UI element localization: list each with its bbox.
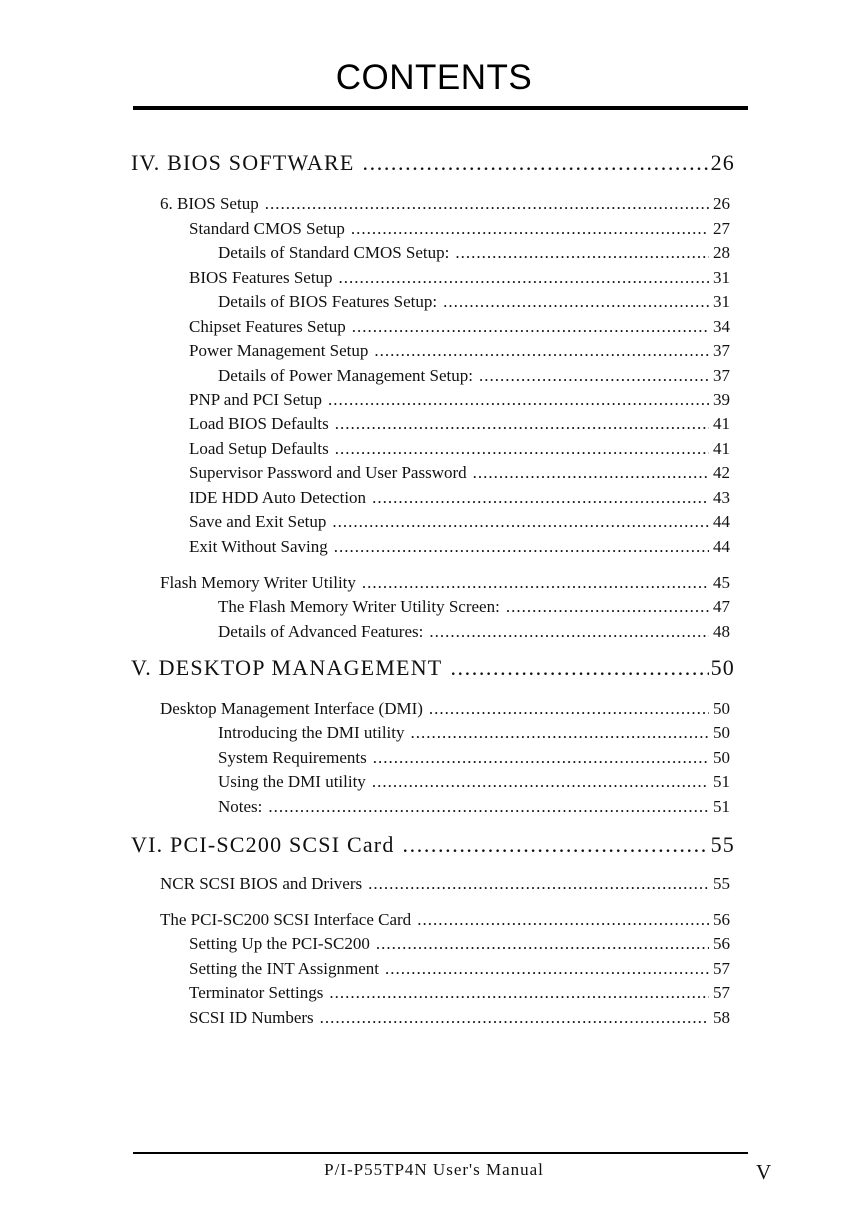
toc-page-number: 47 — [713, 597, 730, 616]
dot-leader — [429, 699, 709, 719]
dot-leader — [411, 723, 709, 743]
dot-leader — [417, 910, 709, 930]
toc-label: Save and Exit Setup — [189, 512, 327, 531]
toc-chapter[interactable] — [131, 655, 735, 681]
toc-page-number: 50 — [713, 699, 730, 718]
toc-label: Setting Up the PCI-SC200 — [189, 934, 370, 953]
toc-label: Standard CMOS Setup — [189, 219, 345, 238]
dot-leader — [320, 1008, 709, 1028]
toc-label: Details of Standard CMOS Setup: — [218, 243, 450, 262]
toc-page-number: 50 — [710, 655, 735, 680]
dot-leader — [335, 414, 709, 434]
toc-page-number: 26 — [710, 150, 735, 175]
footer-divider — [133, 1152, 748, 1154]
dot-leader — [506, 597, 709, 617]
toc-label: Exit Without Saving — [189, 537, 328, 556]
toc-entry[interactable] — [160, 910, 730, 930]
toc-entry[interactable] — [189, 983, 730, 1003]
dot-leader — [450, 655, 708, 681]
dot-leader — [443, 292, 709, 312]
toc-entry[interactable] — [218, 366, 730, 386]
toc-label: Supervisor Password and User Password — [189, 463, 467, 482]
toc-label: SCSI ID Numbers — [189, 1008, 314, 1027]
toc-entry[interactable] — [160, 874, 730, 894]
toc-entry[interactable] — [218, 622, 730, 642]
toc-page-number: 42 — [713, 463, 730, 482]
dot-leader — [332, 512, 709, 532]
toc-label: Load BIOS Defaults — [189, 414, 329, 433]
page-title: CONTENTS — [335, 58, 533, 97]
toc-entry[interactable] — [189, 463, 730, 483]
toc-page-number: 37 — [713, 341, 730, 360]
dot-leader — [372, 772, 709, 792]
toc-label: The Flash Memory Writer Utility Screen: — [218, 597, 500, 616]
dot-leader — [385, 959, 709, 979]
toc-page-number: 51 — [713, 772, 730, 791]
toc-chapter[interactable] — [131, 150, 735, 176]
toc-page-number: 31 — [713, 268, 730, 287]
toc-page-number: 57 — [713, 959, 730, 978]
toc-label: Details of BIOS Features Setup: — [218, 292, 438, 311]
toc-page-number: 48 — [713, 622, 730, 641]
toc-label: V. DESKTOP MANAGEMENT — [131, 655, 443, 680]
toc-entry[interactable] — [189, 1008, 730, 1028]
toc-page-number: 58 — [713, 1008, 730, 1027]
toc-page-number: 41 — [713, 439, 730, 458]
toc-page-number: 41 — [713, 414, 730, 433]
toc-label: Chipset Features Setup — [189, 317, 346, 336]
toc-label: IV. BIOS SOFTWARE — [131, 150, 355, 175]
toc-label: IDE HDD Auto Detection — [189, 488, 367, 507]
toc-label: PNP and PCI Setup — [189, 390, 323, 409]
toc-entry[interactable] — [189, 219, 730, 239]
toc-page-number: 28 — [713, 243, 730, 262]
toc-page-number: 55 — [710, 832, 735, 857]
toc-page-number: 45 — [713, 573, 730, 592]
dot-leader — [351, 219, 709, 239]
toc-entry[interactable] — [189, 934, 730, 954]
toc-entry[interactable] — [189, 537, 730, 557]
dot-leader — [334, 537, 709, 557]
toc-label: NCR SCSI BIOS and Drivers — [160, 874, 363, 893]
footer-page-number: V — [756, 1160, 772, 1184]
toc-page-number: 26 — [713, 194, 730, 213]
dot-leader — [339, 268, 709, 288]
toc-page-number: 50 — [713, 723, 730, 742]
dot-leader — [374, 341, 709, 361]
toc-label: Using the DMI utility — [218, 772, 366, 791]
toc-entry[interactable] — [218, 748, 730, 768]
toc-page-number: 51 — [713, 797, 730, 816]
toc-label: Power Management Setup — [189, 341, 369, 360]
dot-leader — [268, 797, 709, 817]
toc-entry[interactable] — [189, 512, 730, 532]
toc-entry[interactable] — [160, 194, 730, 214]
toc-entry[interactable] — [189, 317, 730, 337]
toc-entry[interactable] — [189, 268, 730, 288]
dot-leader — [328, 390, 709, 410]
toc-label: 6. BIOS Setup — [160, 194, 259, 213]
toc-entry[interactable] — [218, 243, 730, 263]
toc-label: Introducing the DMI utility — [218, 723, 405, 742]
dot-leader — [376, 934, 709, 954]
dot-leader — [455, 243, 709, 263]
toc-label: Notes: — [218, 797, 263, 816]
title-divider — [133, 106, 748, 110]
toc-page-number: 43 — [713, 488, 730, 507]
toc-entry[interactable] — [218, 797, 730, 817]
toc-entry[interactable] — [218, 292, 730, 312]
dot-leader — [362, 573, 709, 593]
toc-entry[interactable] — [189, 341, 730, 361]
dot-leader — [352, 317, 709, 337]
toc-page-number: 44 — [713, 512, 730, 531]
toc-page-number: 27 — [713, 219, 730, 238]
toc-page-number: 50 — [713, 748, 730, 767]
toc-entry[interactable] — [218, 597, 730, 617]
dot-leader — [372, 488, 709, 508]
footer-manual-title: P/I-P55TP4N User's Manual — [324, 1160, 544, 1179]
toc-label: VI. PCI-SC200 SCSI Card — [131, 832, 395, 857]
dot-leader — [265, 194, 709, 214]
toc-label: Details of Power Management Setup: — [218, 366, 473, 385]
toc-label: Load Setup Defaults — [189, 439, 329, 458]
dot-leader — [368, 874, 709, 894]
dot-leader — [329, 983, 709, 1003]
toc-entry[interactable] — [189, 959, 730, 979]
toc-page-number: 44 — [713, 537, 730, 556]
toc-entry[interactable] — [189, 414, 730, 434]
toc-entry[interactable] — [189, 390, 730, 410]
toc-label: Desktop Management Interface (DMI) — [160, 699, 423, 718]
toc-page-number: 39 — [713, 390, 730, 409]
toc-label: System Requirements — [218, 748, 367, 767]
toc-page-number: 37 — [713, 366, 730, 385]
dot-leader — [479, 366, 709, 386]
dot-leader — [335, 439, 709, 459]
toc-page-number: 55 — [713, 874, 730, 893]
toc-entry[interactable] — [160, 573, 730, 593]
toc-label: Flash Memory Writer Utility — [160, 573, 356, 592]
toc-entry[interactable] — [160, 699, 730, 719]
toc-entry[interactable] — [218, 772, 730, 792]
toc-entry[interactable] — [218, 723, 730, 743]
toc-label: Setting the INT Assignment — [189, 959, 379, 978]
toc-page-number: 31 — [713, 292, 730, 311]
toc-label: Details of Advanced Features: — [218, 622, 424, 641]
toc-label: BIOS Features Setup — [189, 268, 333, 287]
toc-page-number: 56 — [713, 934, 730, 953]
toc-label: The PCI-SC200 SCSI Interface Card — [160, 910, 412, 929]
toc-page-number: 57 — [713, 983, 730, 1002]
toc-page-number: 56 — [713, 910, 730, 929]
toc-label: Terminator Settings — [189, 983, 324, 1002]
dot-leader — [403, 832, 709, 858]
dot-leader — [473, 463, 709, 483]
dot-leader — [363, 150, 709, 176]
dot-leader — [373, 748, 709, 768]
toc-page-number: 34 — [713, 317, 730, 336]
toc-entry[interactable] — [189, 488, 730, 508]
dot-leader — [429, 622, 709, 642]
toc-chapter[interactable] — [131, 832, 735, 858]
toc-entry[interactable] — [189, 439, 730, 459]
